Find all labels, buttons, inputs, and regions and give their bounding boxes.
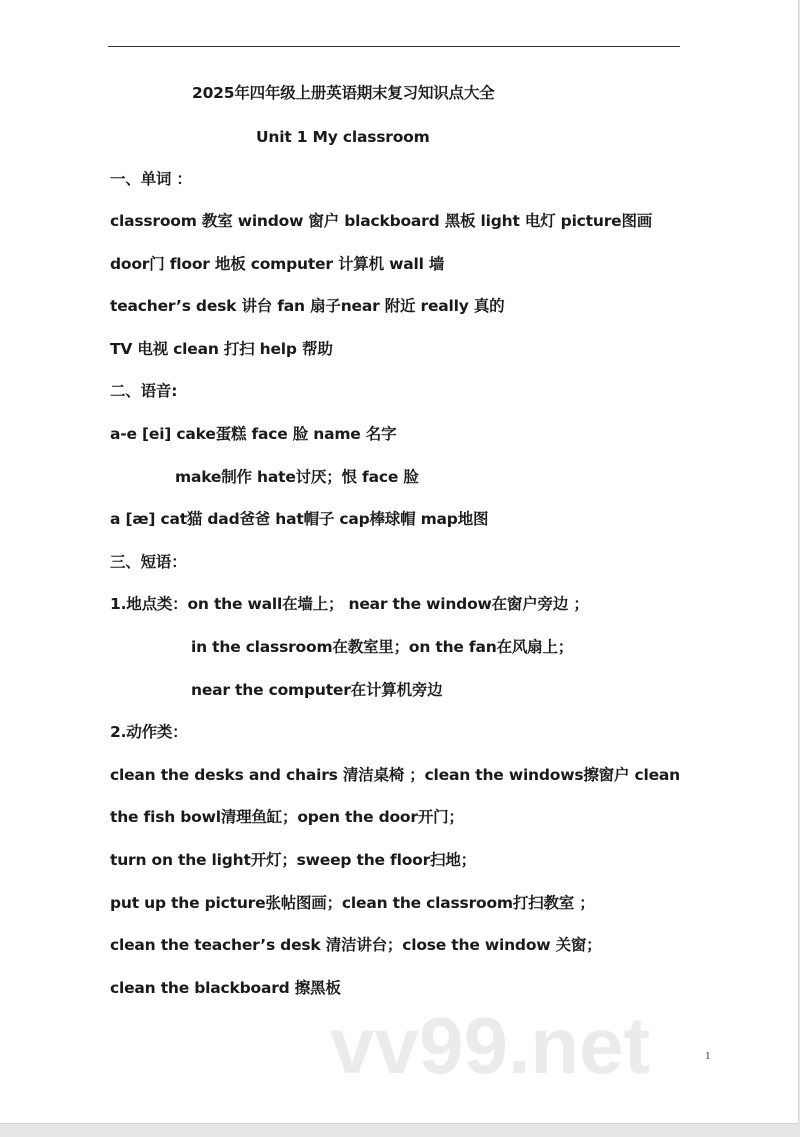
phonics-heading: 二、语音:: [110, 382, 178, 400]
unit-title: Unit 1 My classroom: [256, 128, 430, 146]
word-line: TV 电视 clean 打扫 help 帮助: [110, 340, 333, 358]
header-rule: [108, 46, 680, 47]
document-title: 2025年四年级上册英语期末复习知识点大全: [192, 84, 495, 102]
action-line: turn on the light开灯；sweep the floor扫地；: [110, 851, 476, 869]
phrase-line: near the computer在计算机旁边: [191, 681, 443, 699]
word-line: door门 floor 地板 computer 计算机 wall 墙: [110, 255, 445, 273]
action-line: put up the picture张帖图画；clean the classroom打扫教室 ；: [110, 894, 595, 912]
phrases-heading: 三、短语：: [110, 553, 187, 571]
page-number: 1: [705, 1050, 711, 1062]
word-line: teacher’s desk 讲台 fan 扇子near 附近 really 真的: [110, 297, 505, 315]
phrase-line: 1.地点类：on the wall在墙上； near the window在窗户旁边 ；: [110, 595, 589, 613]
phonics-line: make制作 hate讨厌；恨 face 脸: [175, 468, 419, 486]
watermark: vv99.net: [330, 1001, 651, 1090]
phrase-line: in the classroom在教室里；on the fan在风扇上；: [191, 638, 574, 656]
action-line: clean the blackboard 擦黑板: [110, 979, 341, 997]
words-heading: 一、单词 ：: [110, 170, 192, 188]
action-line: the fish bowl清理鱼缸；open the door开门；: [110, 808, 464, 826]
phonics-line: a-e [ei] cake蛋糕 face 脸 name 名字: [110, 425, 397, 443]
phonics-line: a [æ] cat猫 dad爸爸 hat帽子 cap棒球帽 map地图: [110, 510, 489, 528]
word-line: classroom 教室 window 窗户 blackboard 黑板 light 电灯 picture图画: [110, 212, 653, 230]
action-heading: 2.动作类：: [110, 723, 188, 741]
action-line: clean the teacher’s desk 清洁讲台；close the window 关窗；: [110, 936, 602, 954]
action-line: clean the desks and chairs 清洁桌椅 ；clean the windows擦窗户 clean: [110, 766, 680, 784]
